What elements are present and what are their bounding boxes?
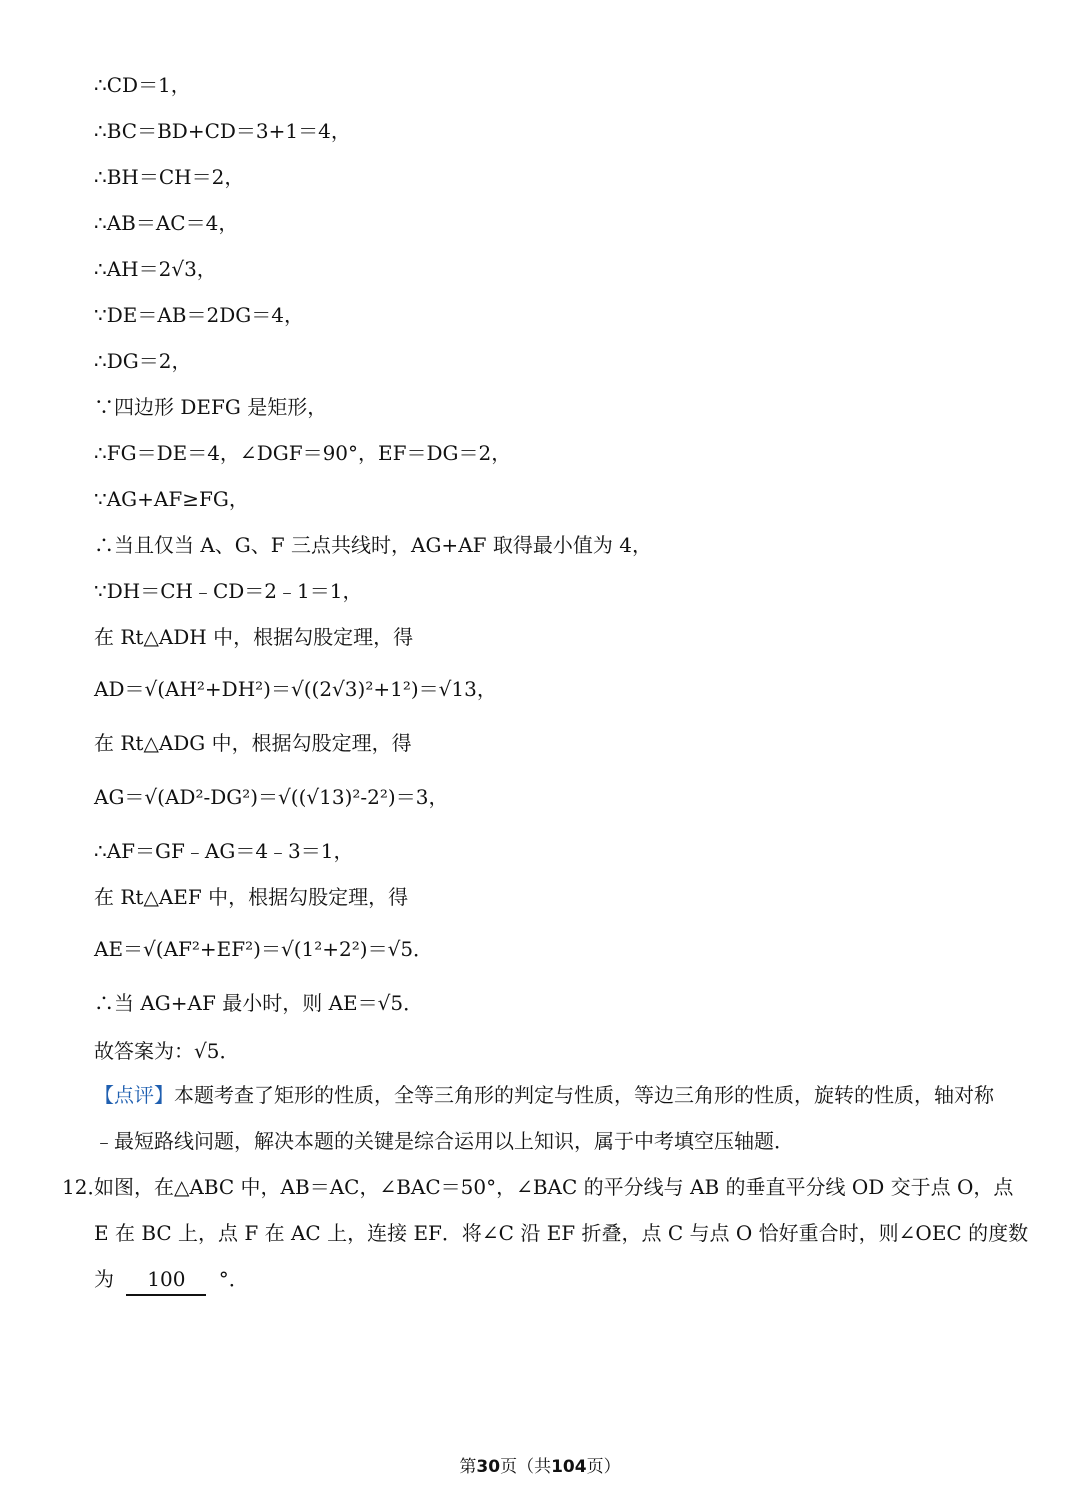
solution-line-5: ∴AH＝2√3， — [94, 257, 217, 281]
solution-line-12: ∵DH＝CH﹣CD＝2﹣1＝1， — [94, 579, 363, 603]
comment-line-1 — [94, 1080, 994, 1110]
solution-line-18: 在 Rt△AEF 中，根据勾股定理，得 — [94, 885, 409, 909]
formula-ag: AG＝√(AD²-DG²)＝√((√13)²-2²)＝3， — [94, 785, 449, 809]
solution-line-20: ∴当 AG+AF 最小时，则 AE＝√5． — [94, 991, 424, 1015]
footer-prefix: 第 — [459, 1457, 477, 1477]
solution-line-1: ∴CD＝1， — [94, 73, 191, 97]
footer-middle: 页（共 — [500, 1457, 552, 1477]
question-number: 12． — [62, 1175, 108, 1199]
solution-line-15: 在 Rt△ADG 中，根据勾股定理，得 — [94, 731, 412, 755]
solution-line-8: ∵四边形 DEFG 是矩形， — [94, 395, 328, 419]
footer-page-number: 30 — [476, 1457, 501, 1477]
solution-line-11: ∴当且仅当 A、G、F 三点共线时，AG+AF 取得最小值为 4， — [94, 533, 652, 557]
question-line-3 — [94, 1264, 249, 1296]
footer-total-pages: 104 — [551, 1457, 587, 1477]
solution-line-3: ∴BH＝CH＝2， — [94, 165, 245, 189]
question-line-2: E 在 BC 上，点 F 在 AC 上，连接 EF．将∠C 沿 EF 折叠，点 C 与点 O 恰好重合时，则∠OEC 的度数 — [94, 1221, 1029, 1245]
solution-line-17: ∴AF＝GF﹣AG＝4﹣3＝1， — [94, 839, 354, 863]
formula-ae: AE＝√(AF²+EF²)＝√(1²+2²)＝√5． — [94, 937, 434, 961]
question-suffix: °． — [218, 1267, 249, 1291]
solution-line-7: ∴DG＝2， — [94, 349, 192, 373]
comment-text-1: 本题考查了矩形的性质，全等三角形的判定与性质，等边三角形的性质，旋转的性质，轴对称 — [174, 1083, 994, 1107]
solution-line-13: 在 Rt△ADH 中，根据勾股定理，得 — [94, 625, 414, 649]
question-prefix: 为 — [94, 1267, 114, 1291]
solution-line-4: ∴AB＝AC＝4， — [94, 211, 239, 235]
formula-ad: AD＝√(AH²+DH²)＝√((2√3)²+1²)＝√13， — [94, 677, 497, 701]
solution-line-2: ∴BC＝BD+CD＝3+1＝4， — [94, 119, 351, 143]
answer-blank: 100 — [126, 1264, 206, 1296]
comment-tag: 【点评】 — [94, 1083, 174, 1107]
question-line-1: 如图，在△ABC 中，AB＝AC，∠BAC＝50°，∠BAC 的平分线与 AB 的垂直平分线 OD 交于点 O，点 — [94, 1175, 1014, 1199]
solution-line-9: ∴FG＝DE＝4，∠DGF＝90°，EF＝DG＝2， — [94, 441, 512, 465]
comment-line-2: ﹣最短路线问题，解决本题的关键是综合运用以上知识，属于中考填空压轴题． — [94, 1129, 794, 1153]
answer-line: 故答案为：√5． — [94, 1039, 240, 1063]
footer-suffix: 页） — [586, 1457, 621, 1477]
solution-line-10: ∵AG+AF≥FG， — [94, 487, 249, 511]
solution-line-6: ∵DE＝AB＝2DG＝4， — [94, 303, 304, 327]
page-footer — [0, 1452, 1080, 1477]
